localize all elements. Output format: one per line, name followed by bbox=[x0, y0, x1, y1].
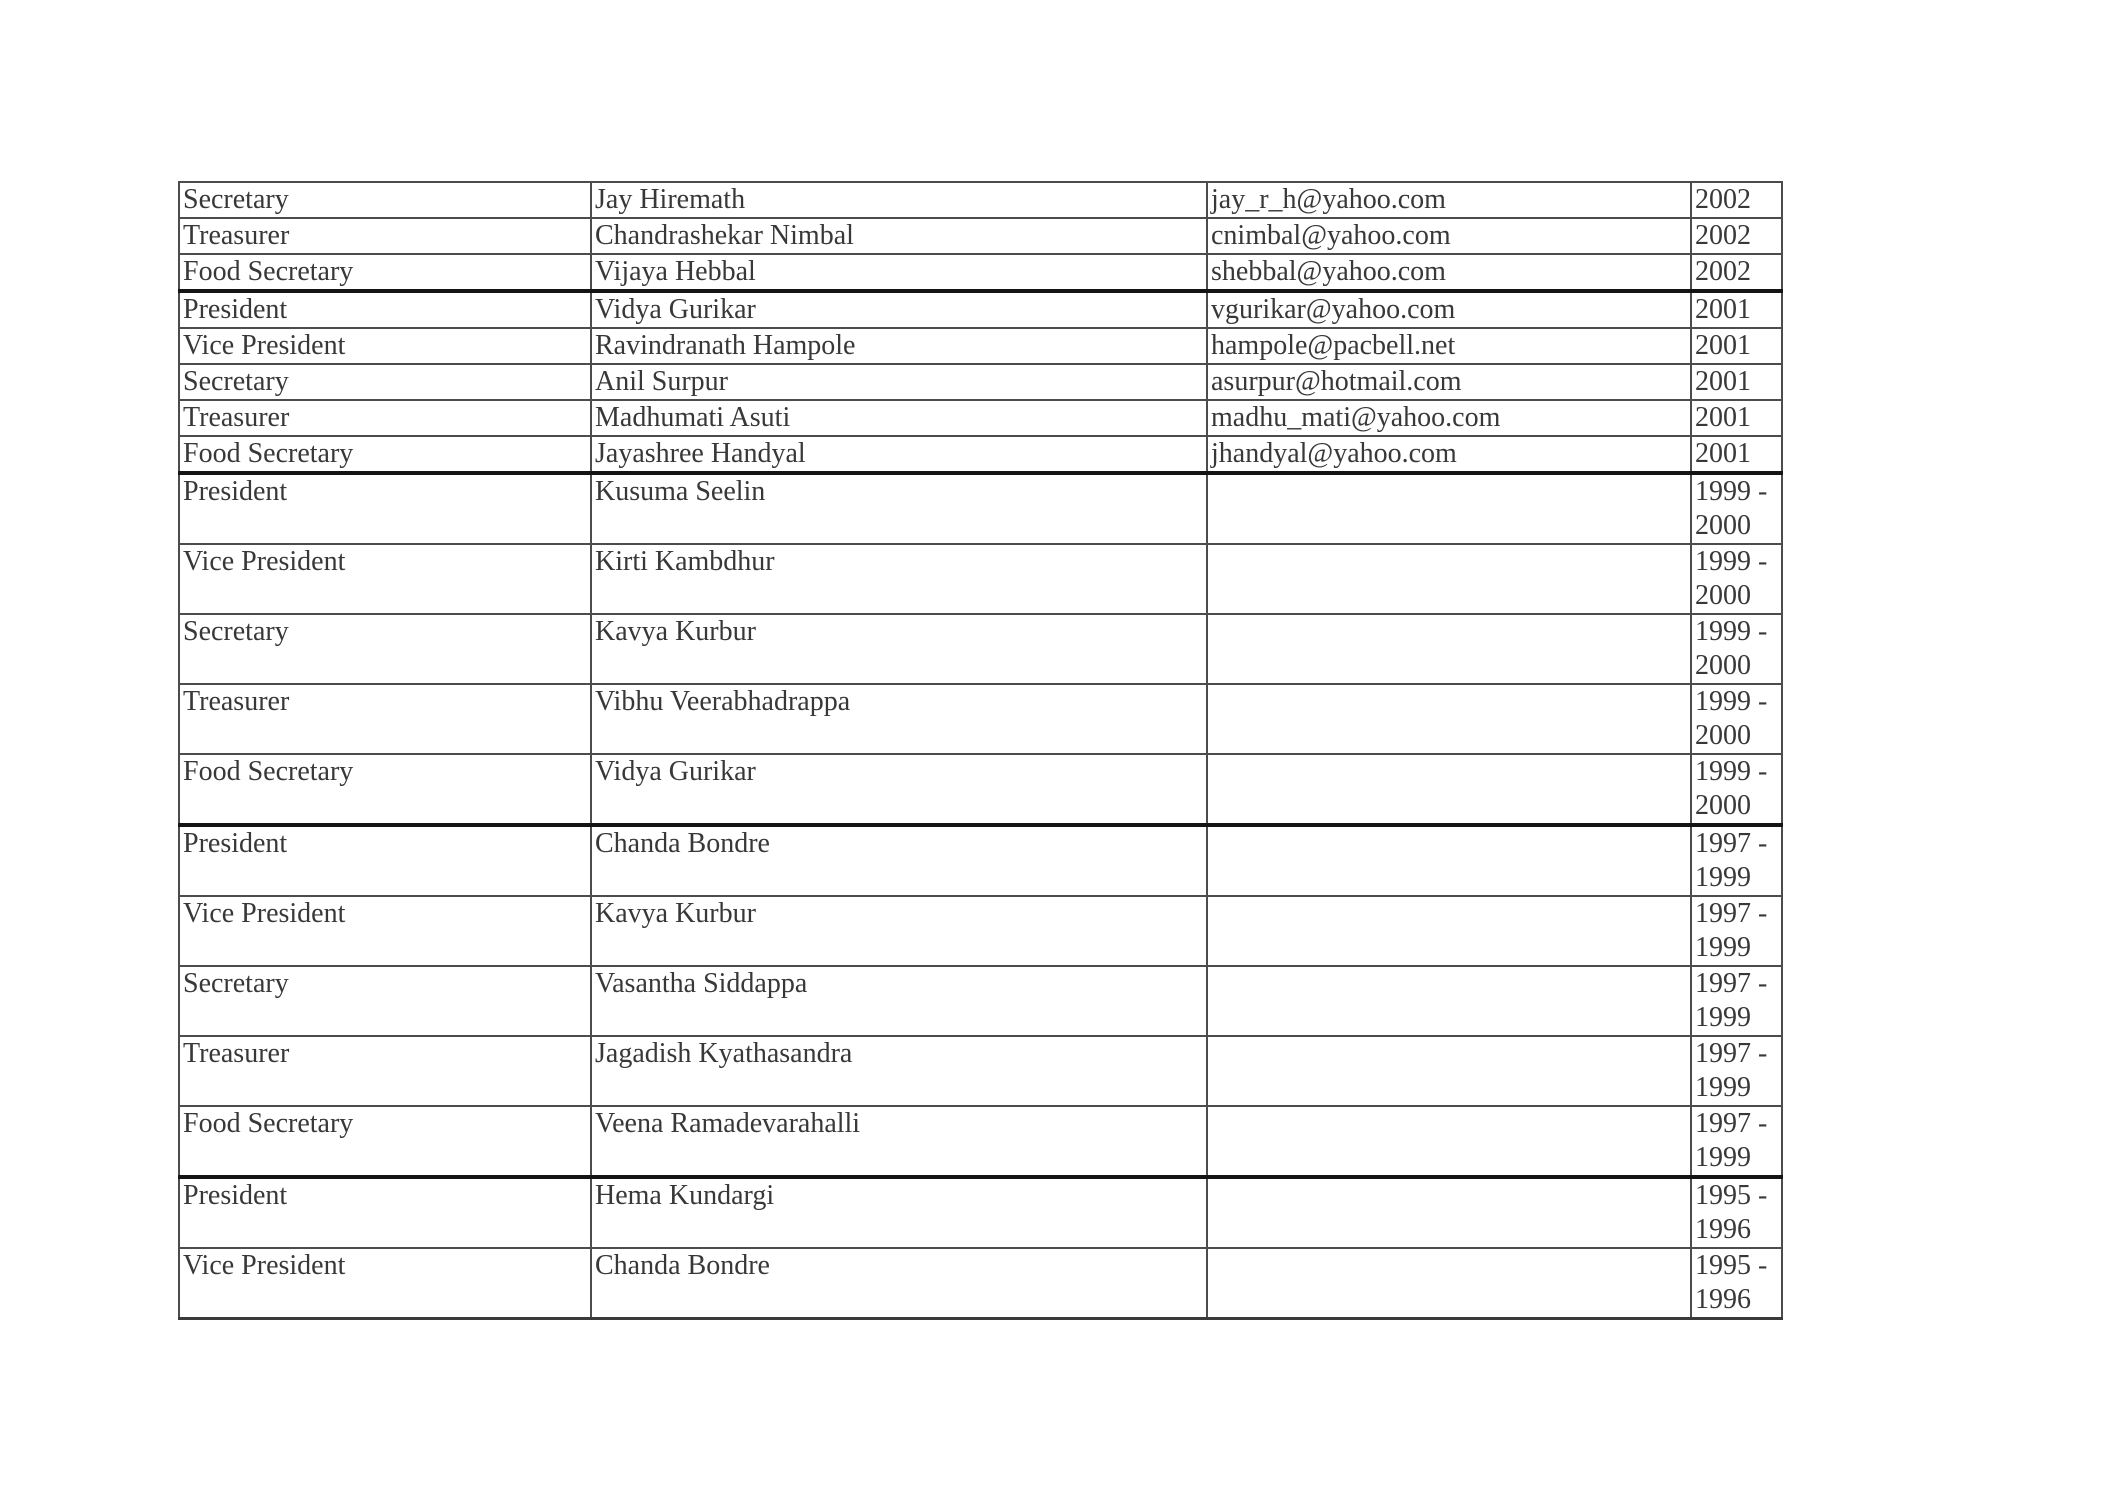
email-cell: madhu_mati@yahoo.com bbox=[1207, 400, 1691, 436]
name-cell: Jagadish Kyathasandra bbox=[591, 1036, 1207, 1106]
email-cell: asurpur@hotmail.com bbox=[1207, 364, 1691, 400]
position-cell: Vice President bbox=[179, 896, 591, 966]
year-cell: 1997 - 1999 bbox=[1691, 825, 1782, 896]
position-cell: Vice President bbox=[179, 544, 591, 614]
name-cell: Hema Kundargi bbox=[591, 1177, 1207, 1248]
email-cell bbox=[1207, 966, 1691, 1036]
position-cell: Treasurer bbox=[179, 400, 591, 436]
table-row bbox=[179, 754, 1782, 825]
year-cell: 2002 bbox=[1691, 218, 1782, 254]
name-cell: Jayashree Handyal bbox=[591, 436, 1207, 473]
name-cell: Kirti Kambdhur bbox=[591, 544, 1207, 614]
email-cell: jay_r_h@yahoo.com bbox=[1207, 182, 1691, 218]
email-cell: cnimbal@yahoo.com bbox=[1207, 218, 1691, 254]
email-cell bbox=[1207, 684, 1691, 754]
name-cell: Ravindranath Hampole bbox=[591, 328, 1207, 364]
table-row bbox=[179, 436, 1782, 473]
position-cell: Food Secretary bbox=[179, 754, 591, 825]
name-cell: Vidya Gurikar bbox=[591, 754, 1207, 825]
year-cell: 2002 bbox=[1691, 254, 1782, 291]
name-cell: Vibhu Veerabhadrappa bbox=[591, 684, 1207, 754]
year-cell: 2001 bbox=[1691, 436, 1782, 473]
position-cell: Secretary bbox=[179, 614, 591, 684]
name-cell: Chandrashekar Nimbal bbox=[591, 218, 1207, 254]
year-cell: 2001 bbox=[1691, 291, 1782, 328]
email-cell bbox=[1207, 825, 1691, 896]
table-row bbox=[179, 400, 1782, 436]
position-cell: Vice President bbox=[179, 1248, 591, 1319]
year-cell: 1999 - 2000 bbox=[1691, 754, 1782, 825]
email-cell bbox=[1207, 614, 1691, 684]
position-cell: Treasurer bbox=[179, 1036, 591, 1106]
year-cell: 1997 - 1999 bbox=[1691, 1106, 1782, 1177]
officers-table bbox=[178, 181, 1783, 1320]
table-row bbox=[179, 473, 1782, 544]
table-row bbox=[179, 825, 1782, 896]
name-cell: Kusuma Seelin bbox=[591, 473, 1207, 544]
name-cell: Chanda Bondre bbox=[591, 1248, 1207, 1319]
table-row bbox=[179, 218, 1782, 254]
email-cell: vgurikar@yahoo.com bbox=[1207, 291, 1691, 328]
email-cell bbox=[1207, 1248, 1691, 1319]
position-cell: President bbox=[179, 825, 591, 896]
year-cell: 2001 bbox=[1691, 400, 1782, 436]
table-row bbox=[179, 182, 1782, 218]
year-cell: 2002 bbox=[1691, 182, 1782, 218]
year-cell: 2001 bbox=[1691, 364, 1782, 400]
table-row bbox=[179, 1106, 1782, 1177]
email-cell bbox=[1207, 1106, 1691, 1177]
email-cell bbox=[1207, 544, 1691, 614]
position-cell: Secretary bbox=[179, 364, 591, 400]
year-cell: 1997 - 1999 bbox=[1691, 966, 1782, 1036]
name-cell: Kavya Kurbur bbox=[591, 614, 1207, 684]
table-row bbox=[179, 254, 1782, 291]
email-cell: hampole@pacbell.net bbox=[1207, 328, 1691, 364]
name-cell: Chanda Bondre bbox=[591, 825, 1207, 896]
position-cell: President bbox=[179, 473, 591, 544]
position-cell: Treasurer bbox=[179, 218, 591, 254]
year-cell: 1995 - 1996 bbox=[1691, 1248, 1782, 1319]
position-cell: President bbox=[179, 1177, 591, 1248]
year-cell: 1997 - 1999 bbox=[1691, 896, 1782, 966]
position-cell: Secretary bbox=[179, 966, 591, 1036]
year-cell: 1997 - 1999 bbox=[1691, 1036, 1782, 1106]
name-cell: Veena Ramadevarahalli bbox=[591, 1106, 1207, 1177]
email-cell bbox=[1207, 473, 1691, 544]
year-cell: 1999 - 2000 bbox=[1691, 614, 1782, 684]
year-cell: 1999 - 2000 bbox=[1691, 544, 1782, 614]
table-row bbox=[179, 328, 1782, 364]
email-cell bbox=[1207, 896, 1691, 966]
year-cell: 1999 - 2000 bbox=[1691, 684, 1782, 754]
name-cell: Vijaya Hebbal bbox=[591, 254, 1207, 291]
position-cell: Secretary bbox=[179, 182, 591, 218]
position-cell: Treasurer bbox=[179, 684, 591, 754]
table-row bbox=[179, 364, 1782, 400]
table-row bbox=[179, 614, 1782, 684]
position-cell: Food Secretary bbox=[179, 1106, 591, 1177]
position-cell: Food Secretary bbox=[179, 436, 591, 473]
year-cell: 1999 - 2000 bbox=[1691, 473, 1782, 544]
name-cell: Anil Surpur bbox=[591, 364, 1207, 400]
email-cell bbox=[1207, 1177, 1691, 1248]
position-cell: Food Secretary bbox=[179, 254, 591, 291]
year-cell: 1995 - 1996 bbox=[1691, 1177, 1782, 1248]
table-row bbox=[179, 544, 1782, 614]
officers-table-body bbox=[179, 182, 1782, 1319]
email-cell: jhandyal@yahoo.com bbox=[1207, 436, 1691, 473]
table-row bbox=[179, 291, 1782, 328]
email-cell bbox=[1207, 754, 1691, 825]
table-row bbox=[179, 966, 1782, 1036]
table-row bbox=[179, 896, 1782, 966]
name-cell: Kavya Kurbur bbox=[591, 896, 1207, 966]
name-cell: Madhumati Asuti bbox=[591, 400, 1207, 436]
table-row bbox=[179, 684, 1782, 754]
name-cell: Vasantha Siddappa bbox=[591, 966, 1207, 1036]
position-cell: President bbox=[179, 291, 591, 328]
year-cell: 2001 bbox=[1691, 328, 1782, 364]
name-cell: Jay Hiremath bbox=[591, 182, 1207, 218]
email-cell: shebbal@yahoo.com bbox=[1207, 254, 1691, 291]
table-row bbox=[179, 1036, 1782, 1106]
table-row bbox=[179, 1177, 1782, 1248]
position-cell: Vice President bbox=[179, 328, 591, 364]
table-row bbox=[179, 1248, 1782, 1319]
email-cell bbox=[1207, 1036, 1691, 1106]
name-cell: Vidya Gurikar bbox=[591, 291, 1207, 328]
